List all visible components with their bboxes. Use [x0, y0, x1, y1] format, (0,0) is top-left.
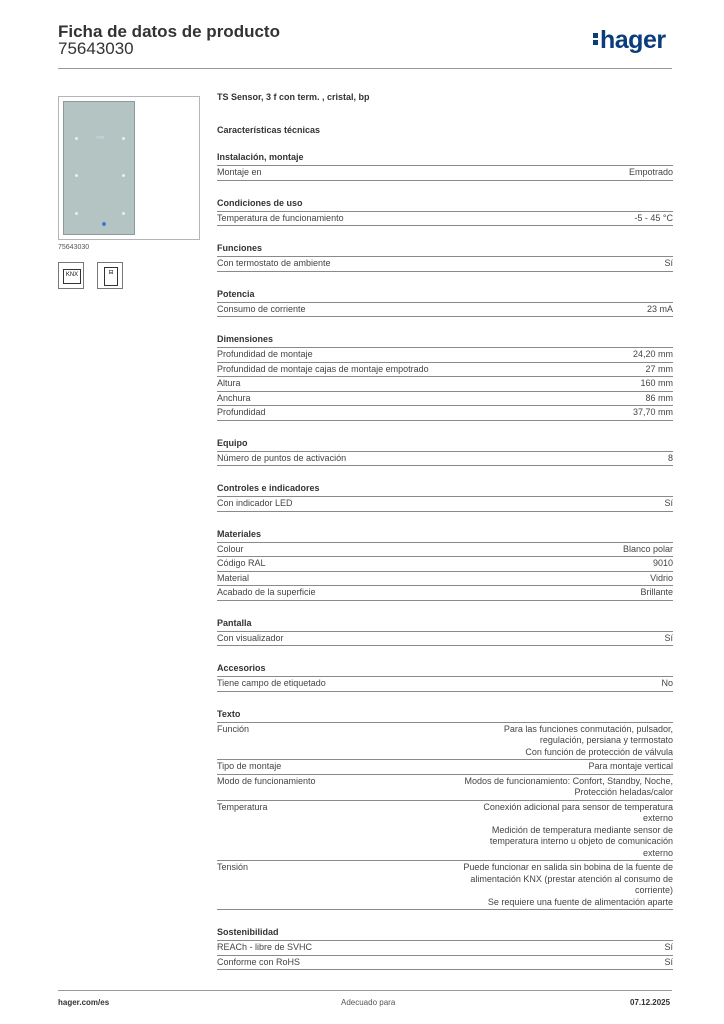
spec-value: Modos de funcionamiento: Confort, Standby, Noche, Protección heladas/calor	[464, 775, 673, 797]
image-caption: 75643030	[58, 244, 90, 251]
footer-website: hager.com/es	[58, 998, 110, 1007]
spec-label: Con termostato de ambiente	[217, 258, 331, 268]
footer-center-text: Adecuado para	[341, 998, 396, 1007]
spec-row	[217, 956, 673, 971]
spec-label: Profundidad de montaje	[217, 349, 313, 359]
spec-row	[217, 775, 673, 801]
spec-section	[217, 198, 673, 227]
spec-value: -5 - 45 °C	[634, 212, 673, 223]
section-header: Accesorios	[217, 663, 673, 677]
spec-label: Acabado de la superficie	[217, 587, 316, 597]
page-title: Ficha de datos de producto	[58, 22, 280, 41]
spec-label: Tipo de montaje	[217, 761, 282, 771]
spec-value: Conexión adicional para sensor de temperatura externo Medición de temperatura mediante sensor de temperatura interno u objeto de comunicación externo	[483, 801, 673, 858]
spec-section	[217, 438, 673, 467]
spec-value: 9010	[652, 558, 673, 568]
spec-value: 86 mm	[645, 392, 673, 403]
spec-value: Vidrio	[650, 572, 673, 583]
spec-label: Montaje en	[217, 167, 262, 177]
spec-label: Función	[217, 723, 250, 734]
section-header: Materiales	[217, 529, 673, 543]
spec-label: Altura	[217, 378, 241, 388]
spec-row	[217, 377, 673, 392]
spec-label: Conforme con RoHS	[217, 956, 301, 967]
hager-logo	[593, 26, 666, 55]
spec-section	[217, 663, 673, 692]
touch-point-icon	[75, 174, 78, 177]
section-header: Pantalla	[217, 618, 673, 632]
spec-label: Material	[217, 572, 250, 583]
spec-row	[217, 632, 673, 647]
spec-row	[217, 677, 673, 692]
product-image	[58, 96, 200, 240]
spec-section	[217, 529, 673, 601]
spec-label: Consumo de corriente	[217, 303, 306, 314]
spec-label: Con indicador LED	[217, 498, 293, 508]
spec-value: Brillante	[640, 587, 673, 597]
section-header: Sostenibilidad	[217, 927, 673, 941]
spec-value: Sí	[664, 632, 673, 643]
section-header: Potencia	[217, 289, 673, 303]
spec-label: Tensión	[217, 862, 249, 872]
spec-section	[217, 289, 673, 318]
spec-row	[217, 557, 673, 572]
section-header: Condiciones de uso	[217, 198, 673, 212]
spec-row	[217, 212, 673, 227]
spec-label: Profundidad de montaje cajas de montaje empotrado	[217, 363, 429, 374]
spec-row	[217, 166, 673, 181]
spec-label: Temperatura	[217, 801, 268, 812]
spec-value: Sí	[664, 258, 673, 268]
spec-row	[217, 760, 673, 775]
spec-sections	[217, 152, 673, 970]
spec-section	[217, 927, 673, 970]
spec-label: Modo de funcionamiento	[217, 775, 316, 786]
spec-row	[217, 723, 673, 761]
spec-value: Empotrado	[628, 167, 673, 177]
spec-section	[217, 709, 673, 911]
led-icon	[102, 222, 106, 226]
spec-value: No	[661, 678, 673, 688]
spec-section	[217, 243, 673, 272]
spec-label: Anchura	[217, 392, 251, 403]
spec-value: Sí	[664, 942, 673, 952]
touch-point-icon	[122, 212, 125, 215]
spec-row	[217, 497, 673, 512]
spec-label: Número de puntos de activación	[217, 452, 347, 463]
spec-row	[217, 586, 673, 601]
spec-label: REACh - libre de SVHC	[217, 942, 313, 952]
spec-section	[217, 152, 673, 181]
spec-content	[217, 92, 673, 970]
section-header: Controles e indicadores	[217, 483, 673, 497]
spec-value: Sí	[664, 498, 673, 508]
spec-section	[217, 483, 673, 512]
logo-text: hager	[600, 26, 666, 54]
glass-sensor-panel	[63, 101, 135, 235]
spec-row	[217, 392, 673, 407]
section-header: Equipo	[217, 438, 673, 452]
footer-divider	[58, 990, 672, 991]
spec-row	[217, 801, 673, 862]
product-code-header: 75643030	[58, 39, 134, 58]
spec-label: Profundidad	[217, 407, 266, 417]
spec-value: Para montaje vertical	[588, 761, 673, 771]
device-icon: ⊟	[97, 262, 123, 289]
spec-value: 23 mA	[646, 303, 673, 314]
spec-label: Colour	[217, 543, 244, 554]
spec-row	[217, 452, 673, 467]
touch-point-icon	[75, 212, 78, 215]
touch-point-icon	[75, 137, 78, 140]
spec-row	[217, 363, 673, 378]
header-divider	[58, 68, 672, 69]
spec-section	[217, 618, 673, 647]
section-header: Funciones	[217, 243, 673, 257]
spec-row	[217, 861, 673, 910]
spec-row	[217, 572, 673, 587]
section-header: Instalación, montaje	[217, 152, 673, 166]
spec-row	[217, 406, 673, 421]
spec-label: Tiene campo de etiquetado	[217, 678, 326, 688]
spec-value: 27 mm	[645, 363, 673, 374]
touch-point-icon	[122, 174, 125, 177]
spec-value: 8	[667, 452, 673, 463]
spec-value: 37,70 mm	[632, 407, 673, 417]
spec-row	[217, 543, 673, 558]
spec-value: 24,20 mm	[632, 349, 673, 359]
tech-heading: Características técnicas	[217, 125, 321, 135]
spec-value: Blanco polar	[622, 543, 673, 554]
spec-row	[217, 257, 673, 272]
logo-dots-icon	[593, 31, 599, 47]
knx-icon: KNX	[58, 262, 84, 289]
spec-row	[217, 303, 673, 318]
spec-value: 160 mm	[640, 378, 673, 388]
spec-section	[217, 334, 673, 421]
spec-value: Puede funcionar en salida sin bobina de la fuente de alimentación KNX (prestar atención al consumo de corriente) Se requiere una fuente de alimentación aparte	[463, 862, 673, 907]
touch-point-icon	[122, 137, 125, 140]
spec-label: Con visualizador	[217, 632, 284, 643]
spec-row	[217, 348, 673, 363]
section-header: Dimensiones	[217, 334, 673, 348]
spec-row	[217, 941, 673, 956]
spec-label: Temperatura de funcionamiento	[217, 212, 344, 223]
spec-label: Código RAL	[217, 558, 266, 568]
product-name: TS Sensor, 3 f con term. , cristal, bp	[217, 92, 370, 102]
footer-date: 07.12.2025	[630, 998, 671, 1007]
section-header: Texto	[217, 709, 673, 723]
display-icon: ▫▫▫	[96, 133, 105, 142]
spec-value: Para las funciones conmutación, pulsador, regulación, persiana y termostato Con función de protección de válvula	[503, 723, 673, 757]
spec-value: Sí	[664, 956, 673, 967]
